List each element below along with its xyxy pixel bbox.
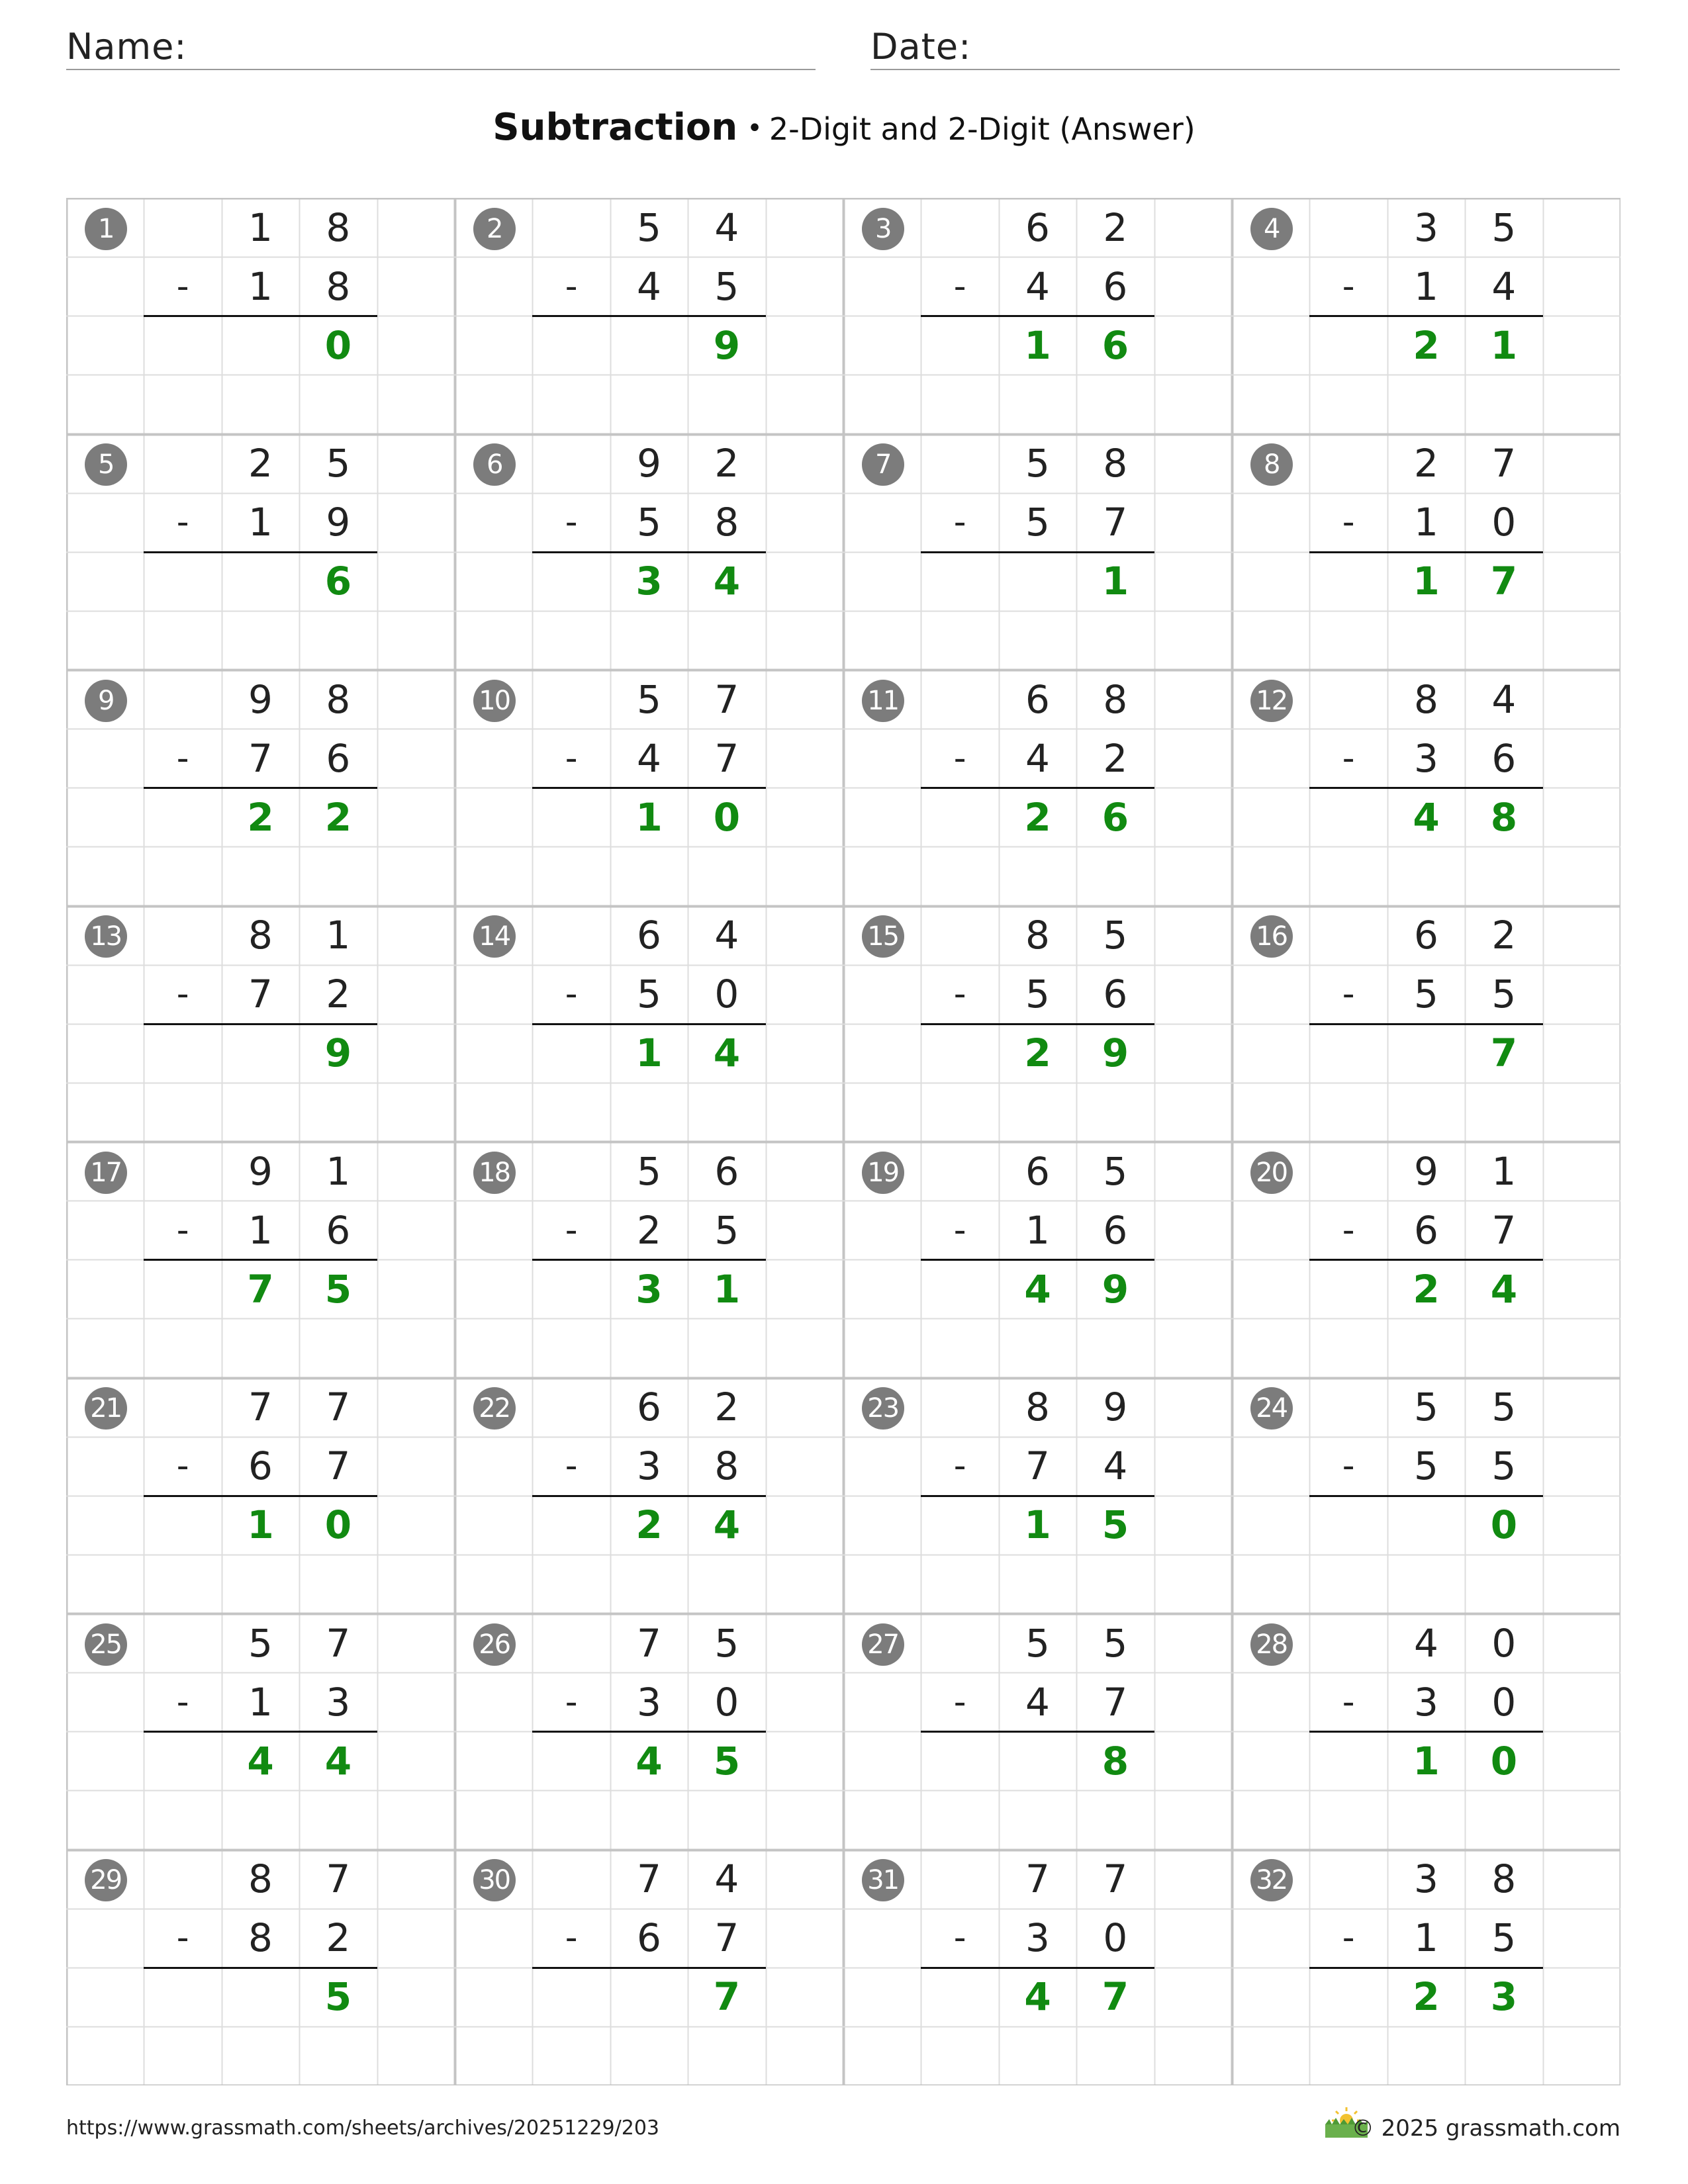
date-label: Date: [870,26,972,68]
minuend-tens-digit: 2 [248,441,273,486]
answer-rule-line [921,1259,1154,1261]
answer-tens-digit: 2 [1024,794,1051,840]
minus-sign: - [565,502,578,543]
answer-tens-digit: 1 [1413,559,1440,604]
subtrahend-tens-digit: 4 [1025,735,1050,781]
minus-sign: - [176,1446,189,1486]
answer-ones-digit: 0 [713,794,741,840]
answer-ones-digit: 9 [1102,1030,1129,1076]
answer-rule-line [1309,1967,1542,1969]
minus-sign: - [1342,1446,1355,1486]
minuend-ones-digit: 4 [714,1856,739,1902]
minuend-tens-digit: 3 [1414,1856,1438,1902]
answer-rule-line [144,551,377,553]
answer-ones-digit: 4 [713,559,741,604]
subtrahend-ones-digit: 8 [714,1443,739,1489]
subtrahend-tens-digit: 1 [1025,1207,1050,1253]
answer-ones-digit: 0 [324,1502,352,1548]
minuend-tens-digit: 8 [1025,1385,1050,1430]
problem-number-badge: 11 [862,680,904,722]
minuend-tens-digit: 9 [248,1148,273,1194]
answer-rule-line [144,1967,377,1969]
problem-number-badge: 19 [862,1152,904,1194]
subtrahend-ones-digit: 7 [714,735,739,781]
minuend-ones-digit: 8 [1491,1856,1517,1902]
minuend-tens-digit: 6 [637,1385,661,1430]
subtrahend-tens-digit: 2 [637,1207,661,1253]
minus-sign: - [176,1682,189,1722]
subtrahend-tens-digit: 5 [1025,972,1050,1017]
problem-number-badge: 28 [1250,1623,1293,1666]
minuend-tens-digit: 7 [1025,1856,1050,1902]
problem-number-badge: 13 [85,915,127,958]
subtrahend-ones-digit: 5 [714,263,739,309]
subtrahend-ones-digit: 6 [1103,263,1128,309]
answer-ones-digit: 5 [324,1974,352,2020]
answer-rule-line [532,1967,765,1969]
answer-ones-digit: 7 [713,1974,741,2020]
answer-ones-digit: 1 [1490,322,1518,368]
subtrahend-tens-digit: 3 [1025,1915,1050,1961]
answer-tens-digit: 1 [247,1502,274,1548]
subtrahend-ones-digit: 7 [1491,1207,1517,1253]
minuend-tens-digit: 1 [248,205,273,250]
answer-tens-digit: 1 [1413,1738,1440,1784]
minuend-tens-digit: 7 [248,1385,273,1430]
problem-number-badge: 24 [1250,1387,1293,1430]
minuend-ones-digit: 1 [1491,1148,1517,1194]
minuend-tens-digit: 8 [248,913,273,958]
answer-ones-digit: 8 [1102,1738,1129,1784]
answer-tens-digit: 4 [1024,1974,1051,2020]
answer-tens-digit: 3 [635,1266,663,1312]
minus-sign: - [1342,502,1355,543]
answer-ones-digit: 0 [324,322,352,368]
minuend-tens-digit: 5 [248,1620,273,1666]
answer-ones-digit: 4 [324,1738,352,1784]
minuend-tens-digit: 6 [637,913,661,958]
minuend-tens-digit: 9 [248,676,273,722]
minus-sign: - [953,1918,966,1958]
subtrahend-tens-digit: 8 [248,1915,273,1961]
subtrahend-tens-digit: 7 [1025,1443,1050,1489]
minuend-ones-digit: 2 [714,441,739,486]
minus-sign: - [565,1682,578,1722]
answer-rule-line [532,1731,765,1733]
subtrahend-tens-digit: 1 [248,1679,273,1725]
answer-ones-digit: 7 [1490,559,1518,604]
problem-number-badge: 14 [473,915,516,958]
subtrahend-tens-digit: 6 [637,1915,661,1961]
subtrahend-ones-digit: 6 [1491,735,1517,781]
minus-sign: - [176,502,189,543]
subtrahend-ones-digit: 9 [326,500,351,545]
minuend-ones-digit: 8 [1103,676,1128,722]
subtrahend-ones-digit: 6 [326,735,351,781]
answer-rule-line [144,1495,377,1497]
footer-url: https://www.grassmath.com/sheets/archives/20251229/203 [66,2116,660,2140]
subtrahend-tens-digit: 7 [248,972,273,1017]
minuend-tens-digit: 5 [1414,1385,1438,1430]
answer-rule-line [532,1495,765,1497]
answer-ones-digit: 4 [713,1502,741,1548]
answer-rule-line [1309,1731,1542,1733]
minuend-ones-digit: 1 [326,1148,351,1194]
answer-rule-line [144,787,377,789]
answer-ones-digit: 0 [1490,1738,1518,1784]
subtrahend-ones-digit: 4 [1491,263,1517,309]
answer-ones-digit: 4 [1490,1266,1518,1312]
answer-rule-line [532,1259,765,1261]
problem-number-badge: 4 [1250,208,1293,250]
answer-ones-digit: 4 [713,1030,741,1076]
answer-ones-digit: 9 [713,322,741,368]
minus-sign: - [953,266,966,306]
answer-rule-line [921,315,1154,317]
subtrahend-tens-digit: 1 [1414,500,1438,545]
subtrahend-ones-digit: 0 [1491,1679,1517,1725]
minus-sign: - [565,738,578,778]
answer-ones-digit: 2 [324,794,352,840]
minus-sign: - [176,266,189,306]
answer-ones-digit: 9 [324,1030,352,1076]
answer-tens-digit: 4 [247,1738,274,1784]
minuend-ones-digit: 5 [1491,205,1517,250]
answer-rule-line [921,1967,1154,1969]
minuend-ones-digit: 7 [326,1385,351,1430]
minus-sign: - [953,1446,966,1486]
problem-number-badge: 26 [473,1623,516,1666]
subtrahend-tens-digit: 3 [1414,1679,1438,1725]
problem-number-badge: 17 [85,1152,127,1194]
minuend-ones-digit: 9 [1103,1385,1128,1430]
answer-ones-digit: 5 [713,1738,741,1784]
answer-rule-line [144,315,377,317]
answer-ones-digit: 1 [713,1266,741,1312]
minuend-ones-digit: 8 [1103,441,1128,486]
problem-number-badge: 20 [1250,1152,1293,1194]
minus-sign: - [1342,1918,1355,1958]
answer-ones-digit: 6 [1102,322,1129,368]
subtrahend-tens-digit: 5 [1025,500,1050,545]
minus-sign: - [565,974,578,1015]
minuend-tens-digit: 6 [1025,1148,1050,1194]
problem-number-badge: 2 [473,208,516,250]
minuend-tens-digit: 5 [1025,1620,1050,1666]
answer-ones-digit: 5 [324,1266,352,1312]
minus-sign: - [1342,266,1355,306]
subtrahend-ones-digit: 5 [1491,972,1517,1017]
minus-sign: - [176,974,189,1015]
answer-ones-digit: 1 [1102,559,1129,604]
subtrahend-tens-digit: 3 [637,1443,661,1489]
answer-ones-digit: 5 [1102,1502,1129,1548]
minus-sign: - [176,1210,189,1250]
problem-number-badge: 29 [85,1859,127,1901]
subtrahend-tens-digit: 5 [1414,1443,1438,1489]
subtrahend-tens-digit: 3 [1414,735,1438,781]
answer-tens-digit: 2 [635,1502,663,1548]
title-subtitle: 2-Digit and 2-Digit (Answer) [769,111,1196,147]
minuend-tens-digit: 5 [637,205,661,250]
answer-rule-line [144,1731,377,1733]
minus-sign: - [953,1682,966,1722]
subtrahend-ones-digit: 7 [326,1443,351,1489]
minuend-tens-digit: 7 [637,1620,661,1666]
subtrahend-ones-digit: 5 [1491,1915,1517,1961]
subtrahend-tens-digit: 5 [1414,972,1438,1017]
minuend-ones-digit: 5 [1103,1148,1128,1194]
answer-rule-line [921,787,1154,789]
footer-copyright: © 2025 grassmath.com [1351,2115,1620,2142]
minus-sign: - [953,1210,966,1250]
problem-number-badge: 3 [862,208,904,250]
answer-rule-line [1309,1023,1542,1025]
answer-ones-digit: 9 [1102,1266,1129,1312]
minus-sign: - [565,1210,578,1250]
minus-sign: - [176,738,189,778]
answer-rule-line [1309,1495,1542,1497]
minus-sign: - [953,738,966,778]
minuend-tens-digit: 6 [1025,205,1050,250]
minus-sign: - [565,1918,578,1958]
problem-number-badge: 10 [473,680,516,722]
minus-sign: - [565,1446,578,1486]
minuend-tens-digit: 6 [1025,676,1050,722]
minuend-tens-digit: 8 [1025,913,1050,958]
answer-ones-digit: 0 [1490,1502,1518,1548]
minuend-ones-digit: 6 [714,1148,739,1194]
subtrahend-tens-digit: 1 [1414,1915,1438,1961]
minus-sign: - [176,1918,189,1958]
problem-number-badge: 25 [85,1623,127,1666]
subtrahend-ones-digit: 0 [714,1679,739,1725]
minus-sign: - [953,502,966,543]
minus-sign: - [1342,974,1355,1015]
minuend-ones-digit: 7 [326,1856,351,1902]
answer-rule-line [1309,1259,1542,1261]
minus-sign: - [565,266,578,306]
date-field[interactable] [870,26,1620,70]
subtrahend-tens-digit: 5 [637,972,661,1017]
answer-tens-digit: 2 [1024,1030,1051,1076]
answer-rule-line [532,1023,765,1025]
problem-number-badge: 12 [1250,680,1293,722]
problem-number-badge: 7 [862,443,904,486]
minuend-ones-digit: 7 [714,676,739,722]
problem-number-badge: 1 [85,208,127,250]
answer-tens-digit: 4 [1024,1266,1051,1312]
answer-ones-digit: 7 [1102,1974,1129,2020]
minuend-ones-digit: 0 [1491,1620,1517,1666]
answer-tens-digit: 4 [635,1738,663,1784]
name-label: Name: [66,26,187,68]
problem-number-badge: 5 [85,443,127,486]
subtrahend-tens-digit: 4 [1025,263,1050,309]
minuend-ones-digit: 7 [326,1620,351,1666]
answer-rule-line [921,551,1154,553]
subtrahend-ones-digit: 2 [326,972,351,1017]
subtrahend-ones-digit: 7 [714,1915,739,1961]
subtrahend-tens-digit: 1 [248,263,273,309]
minuend-ones-digit: 7 [1491,441,1517,486]
minuend-tens-digit: 5 [637,1148,661,1194]
title-separator: • [747,113,763,144]
minuend-ones-digit: 4 [714,913,739,958]
problem-grid [66,198,1620,2085]
subtrahend-tens-digit: 7 [248,735,273,781]
subtrahend-tens-digit: 6 [1414,1207,1438,1253]
answer-rule-line [1309,787,1542,789]
page-title [0,106,1688,149]
subtrahend-tens-digit: 4 [637,263,661,309]
problem-number-badge: 32 [1250,1859,1293,1901]
minuend-ones-digit: 1 [326,913,351,958]
subtrahend-ones-digit: 0 [1491,500,1517,545]
answer-tens-digit: 1 [1024,1502,1051,1548]
minuend-tens-digit: 8 [248,1856,273,1902]
minuend-ones-digit: 4 [714,205,739,250]
answer-tens-digit: 4 [1413,794,1440,840]
minuend-ones-digit: 4 [1491,676,1517,722]
minus-sign: - [1342,738,1355,778]
subtrahend-ones-digit: 2 [1103,735,1128,781]
subtrahend-tens-digit: 5 [637,500,661,545]
minuend-tens-digit: 2 [1414,441,1438,486]
minuend-ones-digit: 7 [1103,1856,1128,1902]
minus-sign: - [1342,1682,1355,1722]
answer-tens-digit: 1 [635,794,663,840]
answer-tens-digit: 2 [1413,1974,1440,2020]
subtrahend-ones-digit: 6 [326,1207,351,1253]
subtrahend-ones-digit: 5 [714,1207,739,1253]
subtrahend-ones-digit: 6 [1103,972,1128,1017]
subtrahend-ones-digit: 0 [714,972,739,1017]
minuend-tens-digit: 4 [1414,1620,1438,1666]
answer-rule-line [532,551,765,553]
minuend-tens-digit: 9 [637,441,661,486]
problem-number-badge: 6 [473,443,516,486]
answer-ones-digit: 6 [324,559,352,604]
subtrahend-tens-digit: 1 [1414,263,1438,309]
minuend-ones-digit: 2 [714,1385,739,1430]
minuend-tens-digit: 5 [637,676,661,722]
subtrahend-ones-digit: 7 [1103,1679,1128,1725]
answer-ones-digit: 7 [1490,1030,1518,1076]
problem-number-badge: 16 [1250,915,1293,958]
answer-tens-digit: 2 [247,794,274,840]
subtrahend-ones-digit: 7 [1103,500,1128,545]
answer-rule-line [921,1023,1154,1025]
answer-rule-line [532,315,765,317]
subtrahend-ones-digit: 2 [326,1915,351,1961]
problem-number-badge: 27 [862,1623,904,1666]
minuend-ones-digit: 5 [1103,913,1128,958]
answer-rule-line [921,1495,1154,1497]
answer-tens-digit: 7 [247,1266,274,1312]
minuend-tens-digit: 7 [637,1856,661,1902]
minuend-ones-digit: 5 [1491,1385,1517,1430]
answer-ones-digit: 8 [1490,794,1518,840]
minuend-ones-digit: 8 [326,205,351,250]
subtrahend-tens-digit: 6 [248,1443,273,1489]
subtrahend-ones-digit: 3 [326,1679,351,1725]
answer-rule-line [532,787,765,789]
subtrahend-ones-digit: 8 [714,500,739,545]
problem-number-badge: 30 [473,1859,516,1901]
minuend-ones-digit: 5 [714,1620,739,1666]
answer-tens-digit: 1 [1024,322,1051,368]
problem-number-badge: 8 [1250,443,1293,486]
subtrahend-tens-digit: 1 [248,1207,273,1253]
minuend-tens-digit: 9 [1414,1148,1438,1194]
subtrahend-tens-digit: 4 [1025,1679,1050,1725]
problem-number-badge: 15 [862,915,904,958]
minus-sign: - [953,974,966,1015]
minuend-ones-digit: 5 [326,441,351,486]
problem-number-badge: 22 [473,1387,516,1430]
problem-number-badge: 23 [862,1387,904,1430]
answer-tens-digit: 3 [635,559,663,604]
subtrahend-tens-digit: 3 [637,1679,661,1725]
subtrahend-ones-digit: 0 [1103,1915,1128,1961]
problem-number-badge: 31 [862,1859,904,1901]
answer-tens-digit: 2 [1413,322,1440,368]
answer-tens-digit: 1 [635,1030,663,1076]
minuend-tens-digit: 6 [1414,913,1438,958]
problem-number-badge: 9 [85,680,127,722]
minus-sign: - [1342,1210,1355,1250]
answer-rule-line [921,1731,1154,1733]
answer-rule-line [144,1259,377,1261]
title-main: Subtraction [492,106,738,149]
name-field[interactable] [66,26,816,70]
minuend-tens-digit: 5 [1025,441,1050,486]
problem-number-badge: 18 [473,1152,516,1194]
minuend-ones-digit: 2 [1491,913,1517,958]
subtrahend-ones-digit: 4 [1103,1443,1128,1489]
minuend-tens-digit: 8 [1414,676,1438,722]
subtrahend-ones-digit: 8 [326,263,351,309]
answer-tens-digit: 2 [1413,1266,1440,1312]
problem-number-badge: 21 [85,1387,127,1430]
minuend-ones-digit: 2 [1103,205,1128,250]
answer-ones-digit: 3 [1490,1974,1518,2020]
subtrahend-tens-digit: 1 [248,500,273,545]
answer-ones-digit: 6 [1102,794,1129,840]
minuend-ones-digit: 5 [1103,1620,1128,1666]
subtrahend-ones-digit: 6 [1103,1207,1128,1253]
minuend-tens-digit: 3 [1414,205,1438,250]
minuend-ones-digit: 8 [326,676,351,722]
subtrahend-ones-digit: 5 [1491,1443,1517,1489]
answer-rule-line [1309,551,1542,553]
subtrahend-tens-digit: 4 [637,735,661,781]
answer-rule-line [144,1023,377,1025]
answer-rule-line [1309,315,1542,317]
